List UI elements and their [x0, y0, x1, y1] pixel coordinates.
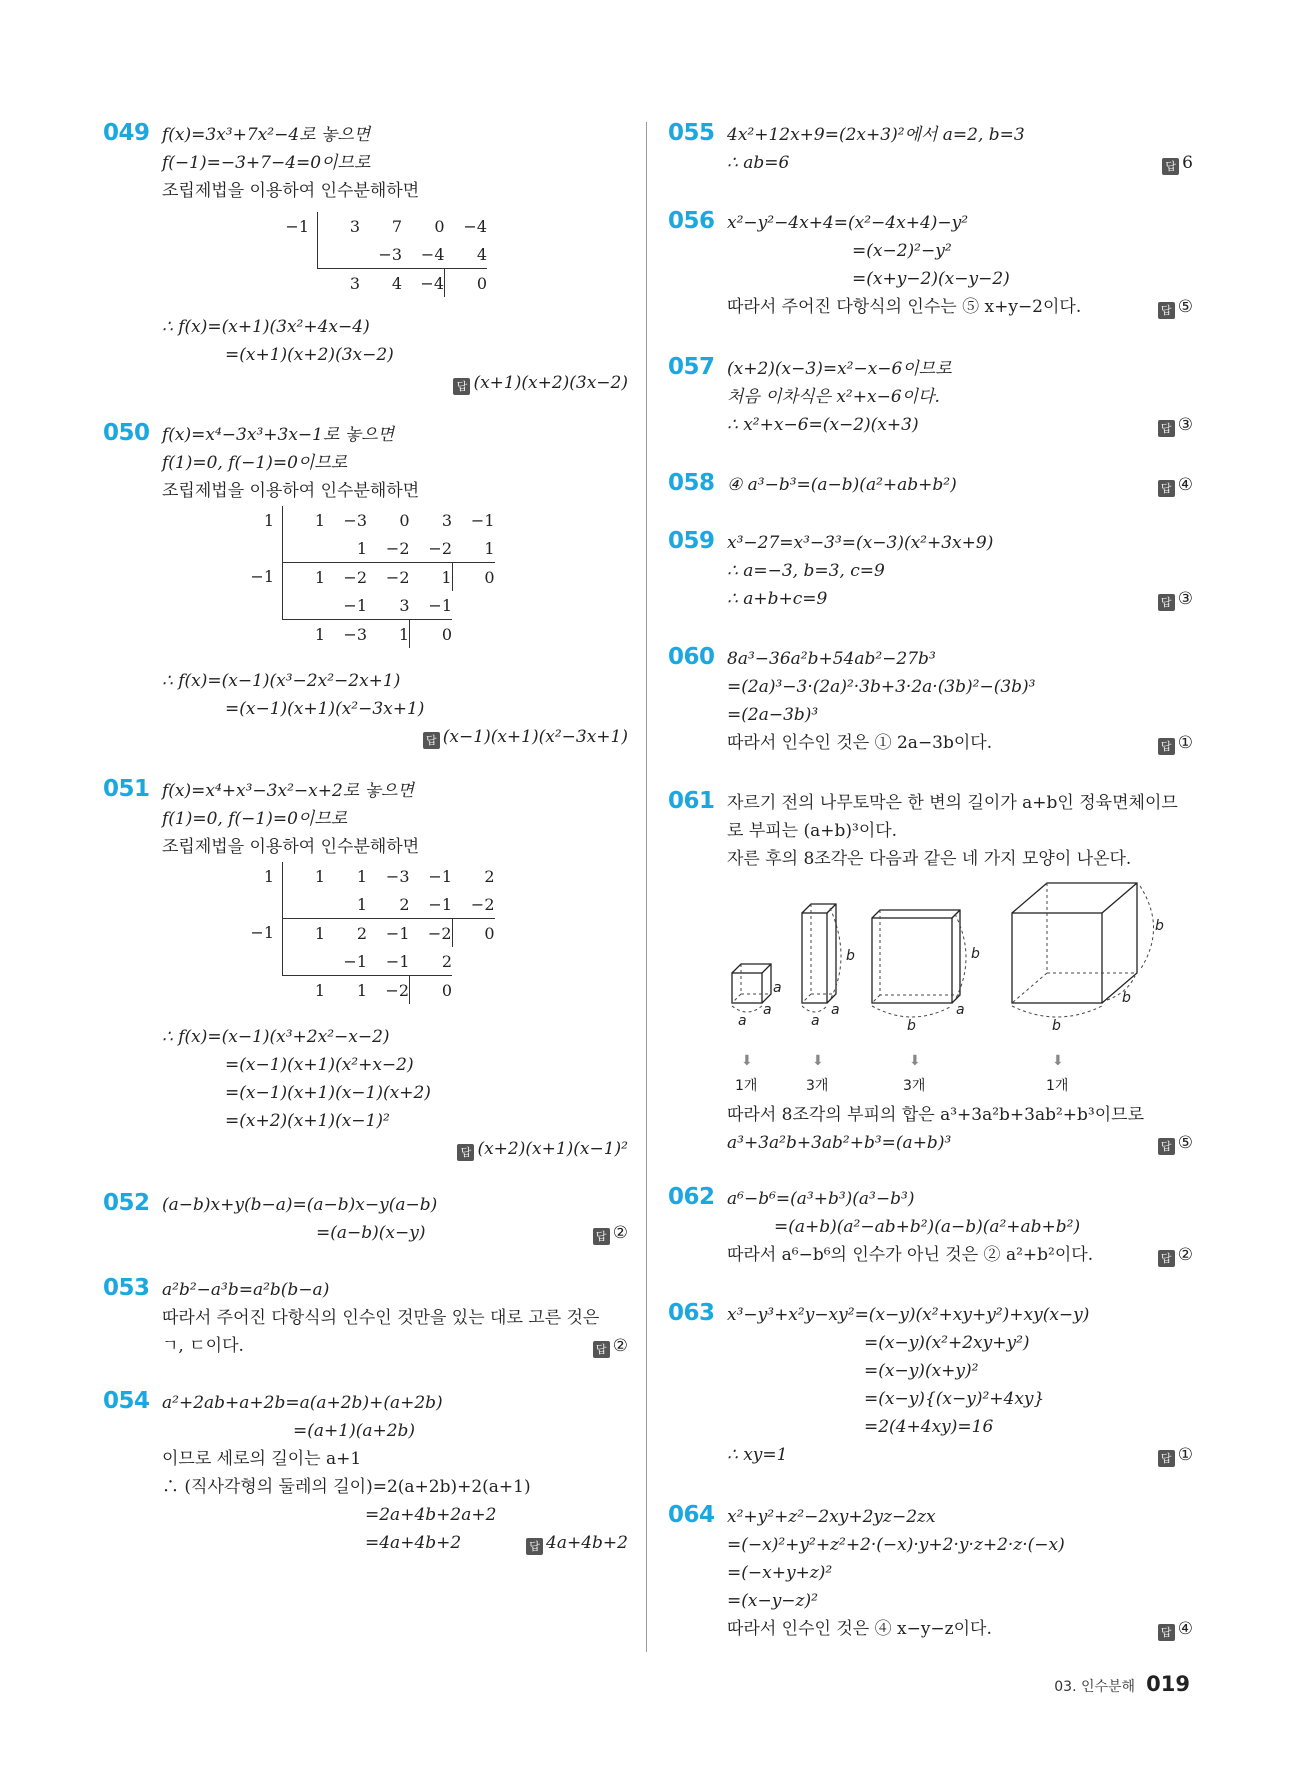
problem-number: 053 [103, 1275, 150, 1301]
problem-number: 059 [668, 528, 715, 554]
solution-line: ∴ f(x)=(x−1)(x³+2x²−x−2) [162, 1027, 390, 1047]
column-divider [646, 122, 647, 1652]
solution-line: f(1)=0, f(−1)=0이므로 [162, 453, 348, 473]
problem-number: 054 [103, 1388, 150, 1414]
problem-number: 061 [668, 788, 715, 814]
solution-line: 로 부피는 (a+b)³이다. [727, 821, 898, 841]
answer: 답 ② [593, 1222, 628, 1245]
solution-line: a⁶−b⁶=(a³+b³)(a³−b³) [727, 1189, 915, 1209]
solution-line: ④ a³−b³=(a−b)(a²+ab+b²) [727, 475, 957, 495]
answer: 답 ⑤ [1158, 1132, 1193, 1155]
solution-line: a³+3a²b+3ab²+b³=(a+b)³ [727, 1133, 952, 1153]
solution-line: 조립제법을 이용하여 인수분해하면 [162, 837, 420, 857]
problem-number: 051 [103, 776, 150, 802]
solution-line: ∴ a+b+c=9 [727, 589, 828, 609]
solution-line: =(x−y)(x+y)² [864, 1361, 979, 1381]
solution-line: =(x+y−2)(x−y−2) [852, 269, 1010, 289]
solution-line: 조립제법을 이용하여 인수분해하면 [162, 481, 420, 501]
solution-line: (x+2)(x−3)=x²−x−6이므로 [727, 359, 952, 379]
solution-line: ∴ a=−3, b=3, c=9 [727, 561, 885, 581]
solution-line: x²+y²+z²−2xy+2yz−2zx [727, 1507, 936, 1527]
edge-label-b: b [1122, 990, 1131, 1006]
problem-number: 062 [668, 1184, 715, 1210]
edge-label-b: b [1052, 1018, 1061, 1034]
solution-line: =(a−b)(x−y) [316, 1223, 426, 1243]
page-number: 019 [1146, 1672, 1190, 1696]
answer-mark: 답 [453, 378, 470, 395]
solution-line: =(x−y)(x²+2xy+y²) [864, 1333, 1030, 1353]
solution-line: 따라서 주어진 다항식의 인수인 것만을 있는 대로 고른 것은 [162, 1308, 600, 1328]
solution-line: ∴ f(x)=(x+1)(3x²+4x−4) [162, 317, 370, 337]
solution-line: ∴ x²+x−6=(x−2)(x+3) [727, 415, 919, 435]
solution-line: ∴ (직사각형의 둘레의 길이)=2(a+2b)+2(a+1) [162, 1477, 531, 1497]
solution-line: =(a+b)(a²−ab+b²)(a−b)(a²+ab+b²) [774, 1217, 1081, 1237]
solution-line: 이므로 세로의 길이는 a+1 [162, 1449, 362, 1469]
solution-line: 따라서 8조각의 부피의 합은 a³+3a²b+3ab²+b³이므로 [727, 1105, 1145, 1125]
cubes-svg [727, 878, 1167, 1048]
solution-line: a²+2ab+a+2b=a(a+2b)+(a+2b) [162, 1393, 443, 1413]
problem-number: 060 [668, 644, 715, 670]
problem-number: 050 [103, 420, 150, 446]
problem-number: 056 [668, 208, 715, 234]
solution-line: =(x−1)(x+1)(x−1)(x+2) [225, 1083, 431, 1103]
answer: 답 ④ [1158, 1618, 1193, 1641]
solution-line: f(1)=0, f(−1)=0이므로 [162, 809, 348, 829]
solution-line: ㄱ, ㄷ이다. [162, 1336, 244, 1356]
edge-label-b: b [846, 948, 855, 964]
solution-line: =(a+1)(a+2b) [293, 1421, 416, 1441]
solution-line: 자르기 전의 나무토막은 한 변의 길이가 a+b인 정육면체이므 [727, 793, 1178, 813]
answer: 답 ② [593, 1335, 628, 1358]
solution-line: 조립제법을 이용하여 인수분해하면 [162, 181, 420, 201]
solution-line: =(2a−3b)³ [727, 705, 819, 725]
big-cube-front [1012, 913, 1102, 1003]
solution-line: ∴ ab=6 [727, 153, 790, 173]
solution-line: 4x²+12x+9=(2x+3)²에서 a=2, b=3 [727, 125, 1025, 145]
edge-label-a: a [831, 1002, 840, 1018]
down-arrow-icon: ⬇ [812, 1053, 824, 1069]
solution-line: f(−1)=−3+7−4=0이므로 [162, 153, 371, 173]
solution-line: =2a+4b+2a+2 [365, 1505, 497, 1525]
solution-line: =(x+1)(x+2)(3x−2) [225, 345, 394, 365]
solution-line: 따라서 인수인 것은 ① 2a−3b이다. [727, 733, 993, 753]
solution-line: f(x)=x⁴+x³−3x²−x+2로 놓으면 [162, 781, 414, 801]
problem-number: 052 [103, 1190, 150, 1216]
solution-line: x³−y³+x²y−xy²=(x−y)(x²+xy+y²)+xy(x−y) [727, 1305, 1090, 1325]
down-arrow-icon: ⬇ [741, 1053, 753, 1069]
problem-number: 055 [668, 120, 715, 146]
edge-label-a: a [738, 1013, 747, 1029]
page-footer [1054, 1672, 1190, 1696]
solution-line: x²−y²−4x+4=(x²−4x+4)−y² [727, 213, 969, 233]
edge-label-b: b [907, 1018, 916, 1034]
answer: 답 4a+4b+2 [526, 1532, 628, 1555]
solution-line: 따라서 주어진 다항식의 인수는 ⑤ x+y−2이다. [727, 297, 1082, 317]
solution-line: 따라서 a⁶−b⁶의 인수가 아닌 것은 ② a²+b²이다. [727, 1245, 1094, 1265]
answer: 답 (x−1)(x+1)(x²−3x+1) [423, 726, 628, 749]
solution-line: =(x−2)²−y² [852, 241, 952, 261]
solution-line: =4a+4b+2 [365, 1533, 462, 1553]
count-label: 3개 [903, 1078, 926, 1094]
solution-line: (a−b)x+y(b−a)=(a−b)x−y(a−b) [162, 1195, 438, 1215]
answer: 답 (x+1)(x+2)(3x−2) [453, 372, 628, 395]
edge-label-a: a [956, 1002, 965, 1018]
answer: 답 ④ [1158, 474, 1193, 497]
solution-line: 따라서 인수인 것은 ④ x−y−z이다. [727, 1619, 992, 1639]
solution-line: ∴ f(x)=(x−1)(x³−2x²−2x+1) [162, 671, 401, 691]
problem-number: 063 [668, 1300, 715, 1326]
synthetic-division: −1 3 7 0 −4 −3 −4 4 3 4 −4 0 [273, 212, 487, 297]
solution-line: =(−x+y+z)² [727, 1563, 833, 1583]
solution-line: =(x−1)(x+1)(x²+x−2) [225, 1055, 414, 1075]
solution-line: x³−27=x³−3³=(x−3)(x²+3x+9) [727, 533, 994, 553]
solution-line: =2(4+4xy)=16 [864, 1417, 994, 1437]
solution-line: =(x−1)(x+1)(x²−3x+1) [225, 699, 425, 719]
solution-line: f(x)=3x³+7x²−4로 놓으면 [162, 125, 371, 145]
answer: 답 ② [1158, 1244, 1193, 1267]
solution-line: =(x+2)(x+1)(x−1)² [225, 1111, 390, 1131]
down-arrow-icon: ⬇ [1052, 1053, 1064, 1069]
solution-line: a²b²−a³b=a²b(b−a) [162, 1280, 330, 1300]
solution-line: =(−x)²+y²+z²+2·(−x)·y+2·y·z+2·z·(−x) [727, 1535, 1065, 1555]
answer: 답 ① [1158, 732, 1193, 755]
solution-line: ∴ xy=1 [727, 1445, 788, 1465]
answer: 답 6 [1162, 152, 1193, 175]
problem-number: 057 [668, 354, 715, 380]
solution-line: f(x)=x⁴−3x³+3x−1로 놓으면 [162, 425, 395, 445]
prism-front [802, 913, 827, 1003]
count-label: 1개 [735, 1078, 758, 1094]
down-arrow-icon: ⬇ [909, 1053, 921, 1069]
synthetic-division: 1 1 1 −3 −1 2 1 2 −1 −2 −1 1 2 −1 −2 0 −1 −1 2 1 1 −2 0 [238, 862, 495, 1004]
solution-line: 8a³−36a²b+54ab²−27b³ [727, 649, 936, 669]
solution-line: =(x−y−z)² [727, 1591, 818, 1611]
problem-number: 058 [668, 470, 715, 496]
solution-line: =(x−y){(x−y)²+4xy} [864, 1389, 1045, 1409]
edge-label-a: a [763, 1002, 772, 1018]
answer: 답 (x+2)(x+1)(x−1)² [457, 1138, 628, 1161]
edge-label-a: a [811, 1013, 820, 1029]
answer: 답 ⑤ [1158, 296, 1193, 319]
edge-label-b: b [971, 946, 980, 962]
piece-counts [727, 1053, 1167, 1101]
solution-line: 자른 후의 8조각은 다음과 같은 네 가지 모양이 나온다. [727, 849, 1132, 869]
cube-pieces-figure [727, 878, 1167, 1048]
synthetic-division: 1 1 −3 0 3 −1 1 −2 −2 1 −1 1 −2 −2 1 0 −1 3 −1 1 −3 1 0 [238, 506, 495, 648]
count-label: 1개 [1046, 1078, 1069, 1094]
problem-number: 064 [668, 1502, 715, 1528]
slab-front [872, 918, 952, 1003]
answer: 답 ① [1158, 1444, 1193, 1467]
solution-line: =(2a)³−3·(2a)²·3b+3·2a·(3b)²−(3b)³ [727, 677, 1036, 697]
answer: 답 ③ [1158, 414, 1193, 437]
answer: 답 ③ [1158, 588, 1193, 611]
count-label: 3개 [806, 1078, 829, 1094]
edge-label-b: b [1155, 918, 1164, 934]
chapter-title: 03. 인수분해 [1054, 1679, 1136, 1695]
edge-label-a: a [773, 980, 782, 996]
problem-number: 049 [103, 120, 150, 146]
solution-line: 처음 이차식은 x²+x−6이다. [727, 387, 940, 407]
